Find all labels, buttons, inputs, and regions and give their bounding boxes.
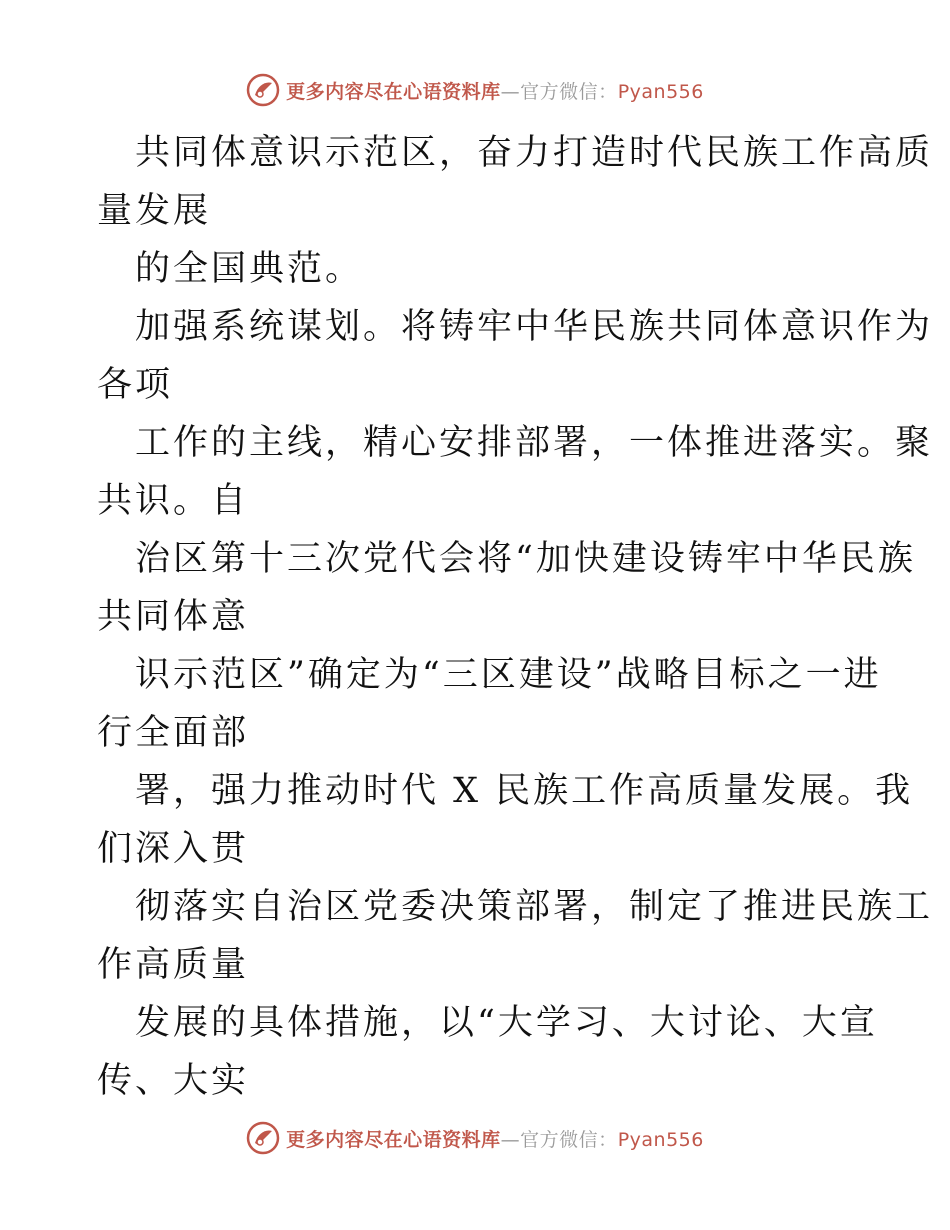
text-line: 共识。自 (97, 481, 250, 521)
document-body (97, 124, 934, 1110)
watermark-account: Pyan556 (617, 80, 704, 103)
watermark-text (286, 1125, 704, 1152)
watermark-main: 更多内容尽在心语资料库 (286, 1128, 501, 1151)
text-line: 署，强力推动时代 X 民族工作高质量发展。我 (135, 771, 914, 811)
watermark-text (286, 77, 704, 104)
text-line: 彻落实自治区党委决策部署，制定了推进民族工 (135, 887, 934, 927)
watermark-label: 官方微信： (520, 1128, 618, 1151)
text-line: 们深入贯 (97, 829, 250, 869)
text-line: 各项 (97, 365, 174, 405)
text-line: 传、大实 (97, 1061, 250, 1101)
text-line: 的全国典范。 (135, 249, 364, 289)
header-watermark (0, 70, 950, 110)
text-line: 加强系统谋划。将铸牢中华民族共同体意识作为 (135, 307, 934, 347)
text-line: 工作的主线，精心安排部署，一体推进落实。聚 (135, 423, 934, 463)
text-line: 治区第十三次党代会将“加快建设铸牢中华民族 (135, 539, 916, 579)
watermark-dash: — (500, 80, 521, 103)
logo-icon (246, 73, 280, 107)
watermark-main: 更多内容尽在心语资料库 (286, 80, 501, 103)
text-line: 识示范区”确定为“三区建设”战略目标之一进 (135, 655, 882, 695)
text-line: 共同体意 (97, 597, 250, 637)
watermark-label: 官方微信： (520, 80, 618, 103)
text-line: 量发展 (97, 191, 212, 231)
text-line: 行全面部 (97, 713, 250, 753)
footer-watermark (0, 1118, 950, 1158)
watermark-account: Pyan556 (617, 1128, 704, 1151)
text-line: 发展的具体措施，以“大学习、大讨论、大宣 (135, 1003, 878, 1043)
text-line: 作高质量 (97, 945, 250, 985)
text-line: 共同体意识示范区，奋力打造时代民族工作高质 (135, 133, 934, 173)
watermark-dash: — (500, 1128, 521, 1151)
logo-icon (246, 1121, 280, 1155)
